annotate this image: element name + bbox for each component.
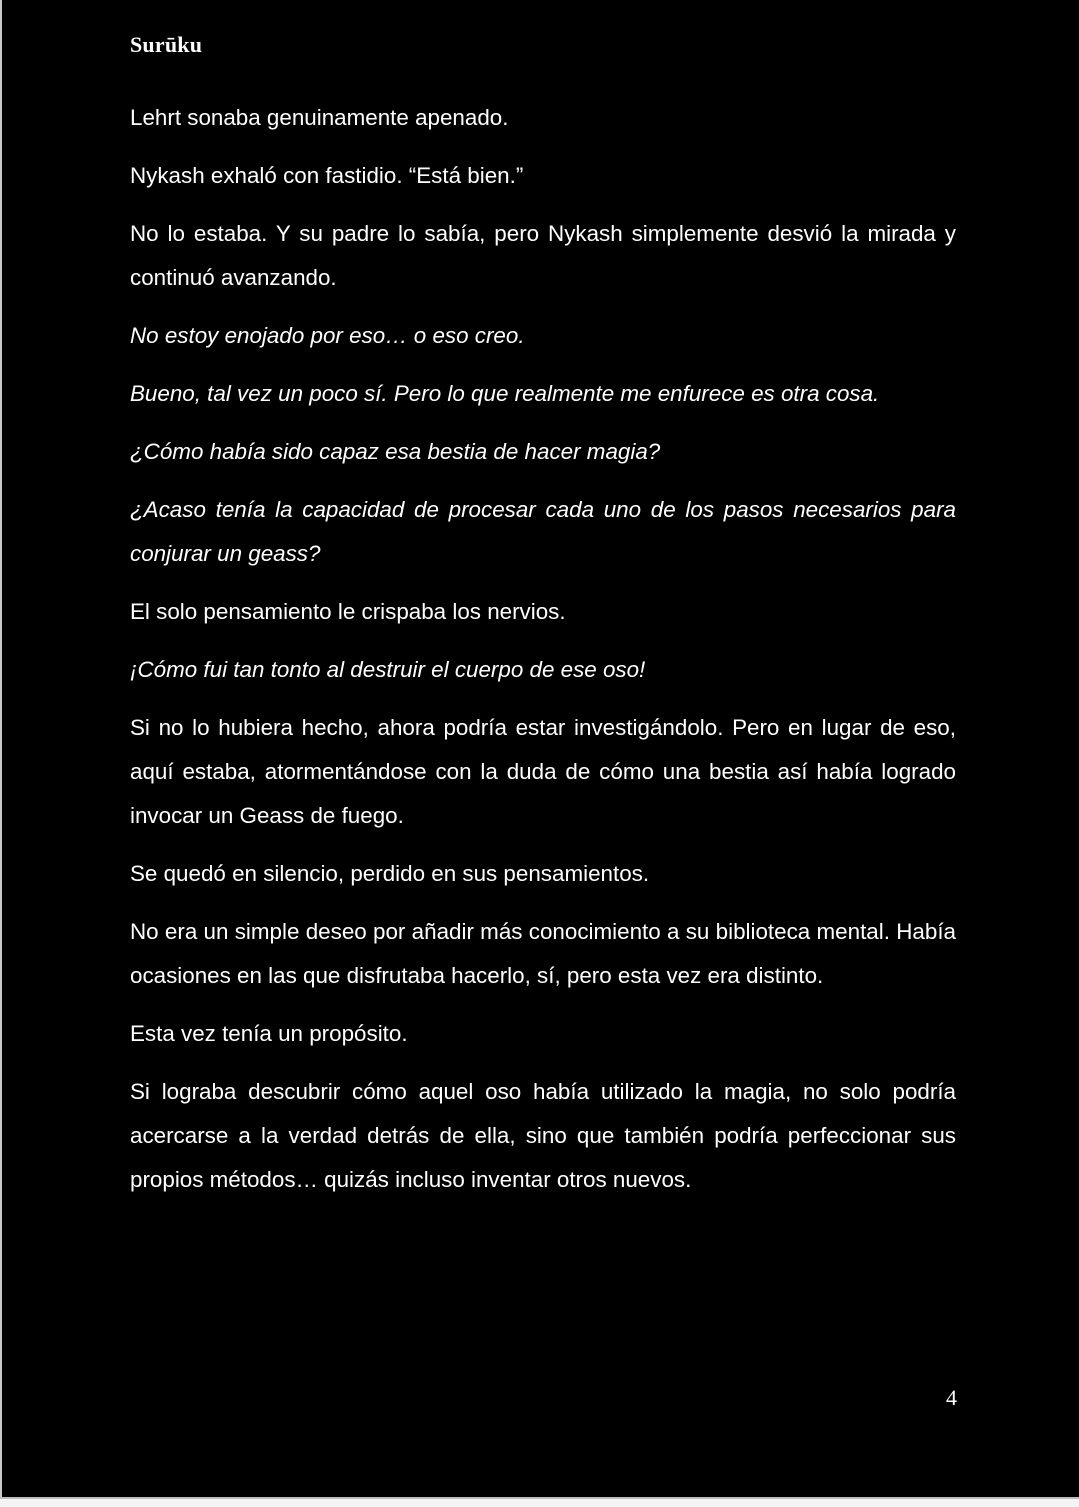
paragraph-italic: No estoy enojado por eso… o eso creo.	[130, 323, 525, 348]
paragraph-italic: ¿Acaso tenía la capacidad de procesar cada uno de los pasos necesarios para conjurar un geass?	[130, 497, 956, 566]
running-header-title: Surūku	[130, 32, 203, 57]
paragraph: Lehrt sonaba genuinamente apenado.	[130, 105, 509, 130]
paragraph: Nykash exhaló con fastidio. “Está bien.”	[130, 163, 524, 188]
document-page	[2, 0, 1079, 1497]
paragraph: Esta vez tenía un propósito.	[130, 1021, 408, 1046]
body-text	[130, 96, 956, 1216]
paragraph: Si lograba descubrir cómo aquel oso había utilizado la magia, no solo podría acercarse a la verdad detrás de ella, sino que también podría perfeccionar sus propios métodos… quizás incluso inventar otros nuevos.	[130, 1079, 956, 1192]
paragraph: El solo pensamiento le crispaba los nervios.	[130, 599, 566, 624]
paragraph-italic: ¡Cómo fui tan tonto al destruir el cuerpo de ese oso!	[130, 657, 646, 682]
page-number: 4	[946, 1385, 957, 1410]
page-bottom-border	[0, 1497, 1079, 1499]
paragraph: No era un simple deseo por añadir más conocimiento a su biblioteca mental. Había ocasiones en las que disfrutaba hacerlo, sí, pero esta vez era distinto.	[130, 919, 956, 988]
paragraph: Se quedó en silencio, perdido en sus pensamientos.	[130, 861, 650, 886]
paragraph-italic: ¿Cómo había sido capaz esa bestia de hacer magia?	[130, 439, 661, 464]
paragraph: No lo estaba. Y su padre lo sabía, pero Nykash simplemente desvió la mirada y continuó avanzando.	[130, 221, 956, 290]
paragraph: Si no lo hubiera hecho, ahora podría estar investigándolo. Pero en lugar de eso, aquí estaba, atormentándose con la duda de cómo una bestia así había logrado invocar un Geass de fuego.	[130, 715, 956, 828]
paragraph-italic: Bueno, tal vez un poco sí. Pero lo que realmente me enfurece es otra cosa.	[130, 381, 880, 406]
